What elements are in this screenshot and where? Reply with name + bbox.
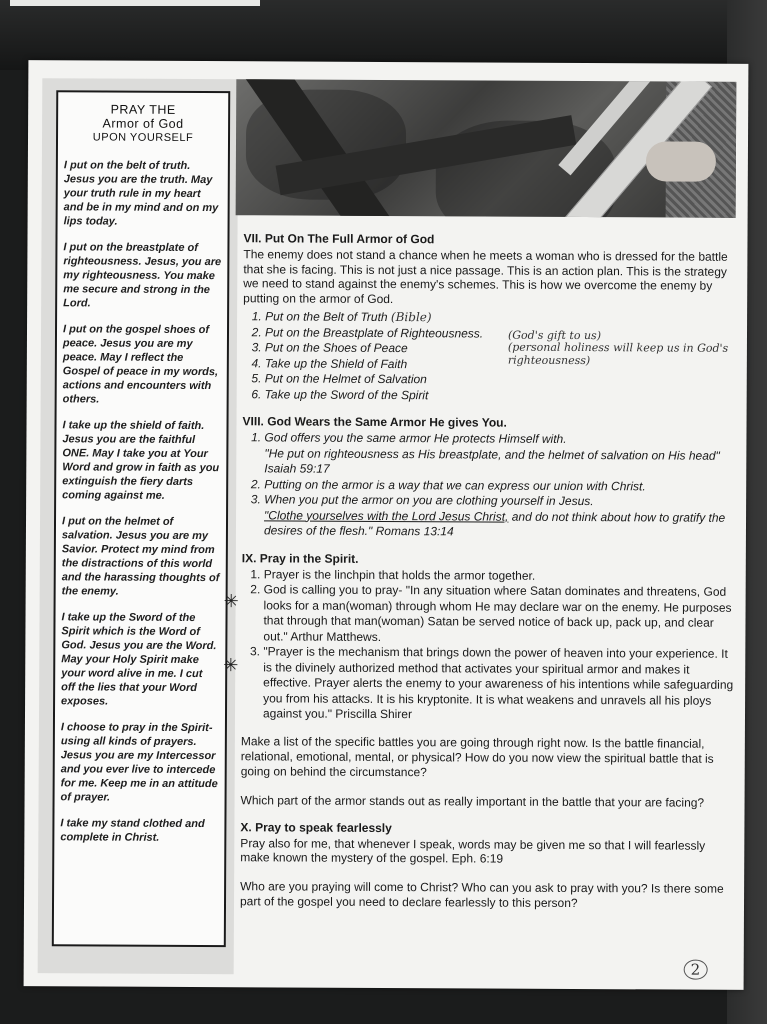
list-item: 3. Put on the Shoes of Peace: [265, 340, 738, 358]
section-title: VII. Put On The Full Armor of God: [243, 231, 435, 247]
list-item: 4. Take up the Shield of Faith: [265, 356, 738, 374]
document-page: [24, 60, 749, 990]
list-item: 1. Prayer is the linchpin that holds the armor together.: [264, 567, 737, 585]
handwritten-note-gift: (God's gift to us): [507, 328, 602, 343]
prayer-shoes: I put on the gospel shoes of peace. Jesus you are my peace. May I reflect the Gospel of peace in my words, actions and encounters with others.: [62, 323, 219, 406]
prayer-sidebar: [38, 78, 239, 974]
question-battles: Make a list of the specific battles you are going through right now. Is the battle financial, relational, emotional, mental, or physical? How do you now view the spiritual battle that is going on behind the circumstance?: [240, 733, 714, 779]
section-vii: [243, 231, 739, 405]
section-title: VIII. God Wears the Same Armor He gives You.: [242, 414, 507, 430]
prayer-belt: I put on the belt of truth. Jesus you are the truth. May your truth rule in my heart and be in my mind and on my lips today.: [63, 159, 219, 228]
prayer-spirit: I choose to pray in the Spirit-using all kinds of prayers. Jesus you are my Intercessor and you ever live to intercede for me. Keep me in an attitude of prayer.: [60, 721, 218, 804]
handwritten-note-bible: (Bible): [390, 310, 432, 325]
asterisk-mark-icon: ✳: [223, 590, 239, 612]
prayer-shield: I take up the shield of faith. Jesus you are the faithful ONE. May I take you at Your Word and grow in faith as you extinguish the fiery darts coming against me.: [62, 419, 220, 502]
question-praying: Who are you praying will come to Christ? Who can you ask to pray with you? Is there some part of the gospel you need to declare fearlessly to this person?: [239, 878, 724, 910]
section-ix: [223, 550, 737, 725]
scripture-quote: "Clothe yourselves with the Lord Jesus Christ, and do not think about how to gratify the desires of the flesh." Romans 13:14: [263, 507, 726, 539]
armor-list: [243, 309, 738, 405]
section-body: The enemy does not stand a chance when he meets a woman who is dressed for the battle that she is facing. This is not just a nice passage. This is an action plan. This is the strategy we need to stand against the enemy's schemes. This is how we overcome the enemy by putting on the armor of God.: [243, 247, 728, 306]
armor-photo: [236, 79, 737, 218]
sidebar-title-line: UPON YOURSELF: [92, 131, 194, 144]
list-item: 3. "Prayer is the mechanism that brings down the power of heaven into your experience. It is the divinely authorized method that activates your spiritual armor and makes it effective. Prayer alerts the enemy to your awareness of his intentions while safeguarding you from his attacks. It is his kryptonite. It is what weakens and unravels all his ploys against you." Priscilla Shirer: [263, 644, 736, 724]
list-item: 1. God offers you the same armor He protects Himself with. "He put on righteousness as His breastplate, and the helmet of salvation on His head" Isaiah 59:17: [264, 430, 737, 479]
prayer-box: [52, 90, 230, 947]
sidebar-title-line: PRAY THE: [110, 102, 176, 117]
section-title: X. Pray to speak fearlessly: [240, 819, 392, 835]
paper-scrap: [10, 0, 260, 6]
list-item: 5. Put on the Helmet of Salvation: [265, 371, 738, 389]
scripture-quote: "He put on righteousness as His breastplate, and the helmet of salvation on His head" Isaiah 59:17: [264, 445, 720, 476]
question-armor: Which part of the armor stands out as really important in the battle that your are facing?: [240, 792, 705, 810]
section-list: [223, 566, 737, 725]
sidebar-title: [64, 102, 222, 145]
prayer-breastplate: I put on the breastplate of righteousness. Jesus, you are my righteousness. You make me secure and strong in the Lord.: [63, 241, 222, 310]
sidebar-title-line: Armor of God: [102, 116, 184, 131]
prayer-stand: I take my stand clothed and complete in Christ.: [60, 817, 205, 844]
list-item: 2. God is calling you to pray- "In any situation where Satan dominates and threatens, God looks for a man(woman) through whom He may declare war on the enemy. He purposes that through that man(woman) Satan be served notice of back up, pack up, and clear out." Arthur Matthews.: [263, 582, 736, 646]
background-top: [0, 0, 767, 70]
list-item: 6. Take up the Sword of the Spirit: [265, 387, 738, 405]
section-x: [240, 820, 735, 912]
prayer-helmet: I put on the helmet of salvation. Jesus you are my Savior. Protect my mind from the distractions of this world and the harassing thoughts of the enemy.: [61, 515, 220, 598]
section-title: IX. Pray in the Spirit.: [241, 550, 359, 566]
page-number: 2: [684, 960, 708, 980]
list-item: 3. When you put the armor on you are clothing yourself in Jesus. "Clothe yourselves with the Lord Jesus Christ, and do not think about how to gratify the desires of the flesh." Romans 13:14: [264, 492, 737, 541]
list-item: 1. Put on the Belt of Truth (Bible): [265, 309, 738, 327]
prayer-sword: I take up the Sword of the Spirit which is the Word of God. Jesus you are the Word. May your Holy Spirit make your word alive in me. I cut off the lies that your Word exposes.: [61, 611, 217, 708]
main-content: [223, 231, 739, 923]
handwritten-note-holiness: (personal holiness will keep us in God's righteousness): [507, 340, 729, 368]
section-viii: [242, 414, 738, 541]
asterisk-mark-icon: ✳: [223, 654, 239, 676]
section-list: [242, 430, 738, 541]
list-item: 2. Put on the Breastplate of Righteousness.: [265, 325, 738, 343]
section-body: Pray also for me, that whenever I speak, words may be given me so that I will fearlessly make known the mystery of the gospel. Eph. 6:19: [240, 835, 706, 866]
list-item: 2. Putting on the armor is a way that we can express our union with Christ.: [264, 477, 737, 495]
